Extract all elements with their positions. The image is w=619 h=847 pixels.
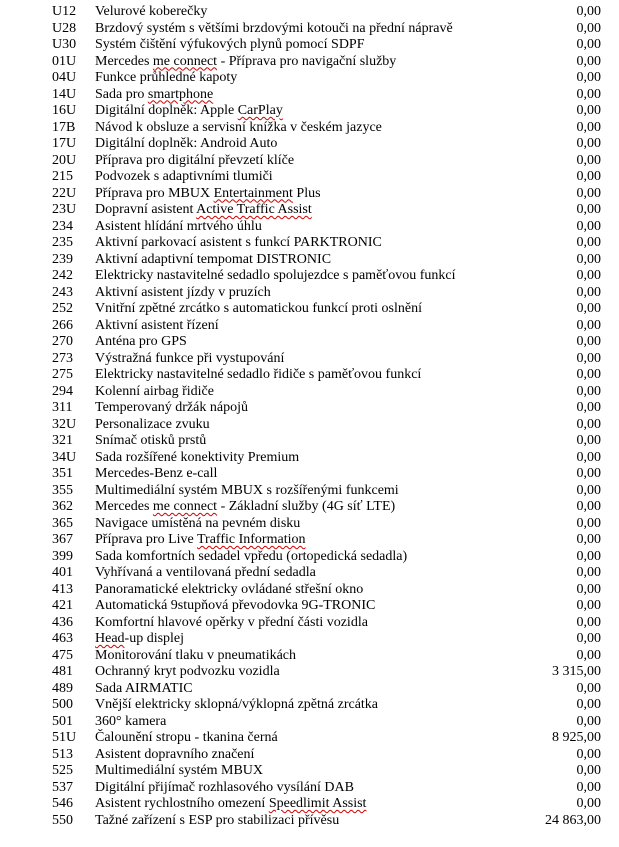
equipment-row: [0, 796, 619, 813]
equipment-row: [0, 268, 619, 285]
equipment-row: [0, 318, 619, 335]
option-code: 413: [52, 581, 73, 597]
equipment-row: [0, 334, 619, 351]
option-description: Snímač otisků prstů: [95, 433, 207, 448]
option-description: Vnitřní zpětné zrcátko s automatickou funkcí proti oslnění: [95, 301, 422, 316]
option-code: 239: [52, 251, 73, 267]
option-price: 0,00: [576, 235, 601, 250]
option-price: 8 925,00: [552, 730, 601, 745]
option-code: 351: [52, 466, 73, 481]
option-price: 0,00: [576, 119, 601, 135]
option-description: Aktivní asistent jízdy v pruzích: [95, 284, 271, 300]
option-description: Výstražná funkce při vystupování: [95, 350, 285, 366]
option-code: 235: [52, 235, 73, 250]
option-price: 0,00: [576, 779, 601, 795]
option-code: 252: [52, 301, 73, 316]
option-code: 401: [52, 565, 73, 580]
option-code: 242: [52, 268, 73, 283]
option-description: Multimediální systém MBUX s rozšířenými funkcemi: [95, 482, 399, 498]
option-code: 01U: [52, 53, 77, 69]
option-price: 0,00: [576, 383, 601, 399]
option-description: Aktivní parkovací asistent s funkcí PARKTRONIC: [95, 235, 382, 250]
option-code: 294: [52, 383, 73, 399]
option-price: 0,00: [576, 466, 601, 481]
option-price: 0,00: [576, 218, 601, 234]
option-code: 32U: [52, 416, 77, 432]
equipment-row: [0, 120, 619, 137]
option-code: 362: [52, 499, 73, 514]
equipment-row: [0, 450, 619, 467]
option-price: 0,00: [576, 103, 601, 118]
option-price: 0,00: [576, 565, 601, 580]
option-price: 0,00: [576, 37, 601, 52]
option-price: 0,00: [576, 532, 601, 547]
option-price: 0,00: [576, 515, 601, 531]
equipment-row: [0, 4, 619, 21]
option-description: Digitální přijímač rozhlasového vysílání DAB: [95, 779, 354, 795]
option-code: 463: [52, 631, 73, 646]
option-code: 550: [52, 812, 73, 828]
equipment-row: [0, 598, 619, 615]
option-description: Temperovaný držák nápojů: [95, 400, 248, 415]
equipment-row: [0, 219, 619, 236]
option-price: 0,00: [576, 367, 601, 382]
option-description: Čalounění stropu - tkanina černá: [95, 730, 278, 745]
option-description: Funkce průhledné kapoty: [95, 70, 238, 85]
option-description: Personalizace zvuku: [95, 416, 210, 432]
option-description: Navigace umístěná na pevném disku: [95, 515, 301, 531]
option-price: 0,00: [576, 152, 601, 168]
option-price: 0,00: [576, 334, 601, 349]
option-price: 0,00: [576, 284, 601, 300]
equipment-row: [0, 285, 619, 302]
equipment-row: [0, 615, 619, 632]
option-price: 0,00: [576, 53, 601, 69]
option-price: 0,00: [576, 70, 601, 85]
option-code: 367: [52, 532, 73, 547]
equipment-row: [0, 697, 619, 714]
option-code: 475: [52, 647, 73, 663]
option-price: 0,00: [576, 202, 601, 217]
option-code: 14U: [52, 86, 77, 102]
option-price: 3 315,00: [552, 664, 601, 679]
equipment-row: [0, 153, 619, 170]
option-description: Příprava pro MBUX Entertainment Plus: [95, 185, 321, 201]
option-price: 0,00: [576, 482, 601, 498]
equipment-row: [0, 417, 619, 434]
option-description: Mercedes me connect - Příprava pro navigační služby: [95, 53, 397, 69]
option-code: 23U: [52, 202, 77, 217]
option-description: Ochranný kryt podvozku vozidla: [95, 664, 280, 679]
option-description: Elektricky nastavitelné sedadlo spolujezdce s paměťovou funkcí: [95, 268, 456, 283]
equipment-row: [0, 747, 619, 764]
option-price: 0,00: [576, 499, 601, 514]
equipment-row: [0, 648, 619, 665]
equipment-row: [0, 516, 619, 533]
option-code: 500: [52, 697, 73, 712]
option-code: 266: [52, 317, 73, 333]
option-price: 0,00: [576, 581, 601, 597]
option-description: Velurové koberečky: [95, 4, 208, 19]
option-description: Příprava pro digitální převzetí klíče: [95, 152, 295, 168]
option-code: 34U: [52, 449, 77, 465]
equipment-list: [0, 4, 619, 829]
equipment-row: [0, 103, 619, 120]
option-price: 0,00: [576, 697, 601, 712]
option-description: Sada pro smartphone: [95, 86, 214, 102]
equipment-row: [0, 549, 619, 566]
option-code: 275: [52, 367, 73, 382]
equipment-row: [0, 565, 619, 582]
option-code: 17U: [52, 136, 77, 151]
option-code: U30: [52, 37, 77, 52]
option-code: 436: [52, 614, 73, 630]
equipment-row: [0, 367, 619, 384]
option-price: 0,00: [576, 4, 601, 19]
option-code: 270: [52, 334, 73, 349]
equipment-row: [0, 301, 619, 318]
option-price: 0,00: [576, 680, 601, 696]
option-code: 525: [52, 763, 73, 778]
equipment-row: [0, 136, 619, 153]
equipment-row: [0, 631, 619, 648]
equipment-row: [0, 202, 619, 219]
equipment-row: [0, 37, 619, 54]
option-description: Asistent hlídání mrtvého úhlu: [95, 218, 262, 234]
option-description: Komfortní hlavové opěrky v přední části vozidla: [95, 614, 368, 630]
option-code: U12: [52, 4, 77, 19]
option-description: Sada AIRMATIC: [95, 680, 193, 696]
option-description: Sada komfortních sedadel vpředu (ortopedická sedadla): [95, 548, 408, 564]
option-code: 17B: [52, 119, 76, 135]
equipment-row: [0, 21, 619, 38]
equipment-row: [0, 351, 619, 368]
option-price: 24 863,00: [545, 812, 601, 828]
option-code: 51U: [52, 730, 77, 745]
equipment-row: [0, 714, 619, 731]
option-price: 0,00: [576, 713, 601, 729]
option-description: Anténa pro GPS: [95, 334, 187, 349]
option-code: 399: [52, 548, 73, 564]
option-code: 243: [52, 284, 73, 300]
option-code: 04U: [52, 70, 77, 85]
option-code: 489: [52, 680, 73, 696]
equipment-row: [0, 384, 619, 401]
option-price: 0,00: [576, 185, 601, 201]
equipment-row: [0, 483, 619, 500]
option-price: 0,00: [576, 350, 601, 366]
option-price: 0,00: [576, 449, 601, 465]
option-code: 22U: [52, 185, 77, 201]
option-description: Head-up displej: [95, 631, 185, 646]
option-description: Multimediální systém MBUX: [95, 763, 263, 778]
option-code: 16U: [52, 103, 77, 118]
option-description: Vnější elektricky sklopná/výklopná zpětná zrcátka: [95, 697, 379, 712]
option-code: 311: [52, 400, 73, 415]
option-description: 360° kamera: [95, 713, 167, 729]
option-description: Mercedes me connect - Základní služby (4G síť LTE): [95, 499, 396, 514]
option-price: 0,00: [576, 301, 601, 316]
option-code: 20U: [52, 152, 77, 168]
option-description: Mercedes-Benz e-call: [95, 466, 218, 481]
option-code: 273: [52, 350, 73, 366]
option-price: 0,00: [576, 136, 601, 151]
option-code: 501: [52, 713, 73, 729]
option-description: Tažné zařízení s ESP pro stabilizaci přívěsu: [95, 812, 340, 828]
option-price: 0,00: [576, 548, 601, 564]
equipment-row: [0, 169, 619, 186]
option-description: Brzdový systém s většími brzdovými kotouči na přední nápravě: [95, 20, 453, 36]
option-description: Aktivní asistent řízení: [95, 317, 219, 333]
equipment-row: [0, 400, 619, 417]
option-description: Aktivní adaptivní tempomat DISTRONIC: [95, 251, 332, 267]
option-price: 0,00: [576, 86, 601, 102]
option-description: Monitorování tlaku v pneumatikách: [95, 647, 297, 663]
option-code: 513: [52, 746, 73, 762]
equipment-row: [0, 730, 619, 747]
option-description: Kolenní airbag řidiče: [95, 383, 214, 399]
equipment-row: [0, 70, 619, 87]
equipment-row: [0, 582, 619, 599]
option-code: 215: [52, 169, 73, 184]
option-description: Vyhřívaná a ventilovaná přední sedadla: [95, 565, 316, 580]
equipment-row: [0, 54, 619, 71]
option-code: U28: [52, 20, 77, 36]
equipment-row: [0, 681, 619, 698]
equipment-row: [0, 813, 619, 830]
equipment-row: [0, 532, 619, 549]
equipment-row: [0, 780, 619, 797]
option-price: 0,00: [576, 631, 601, 646]
option-price: 0,00: [576, 416, 601, 432]
option-price: 0,00: [576, 647, 601, 663]
option-code: 365: [52, 515, 73, 531]
option-code: 546: [52, 796, 73, 811]
option-price: 0,00: [576, 433, 601, 448]
option-price: 0,00: [576, 400, 601, 415]
equipment-row: [0, 763, 619, 780]
equipment-row: [0, 87, 619, 104]
option-price: 0,00: [576, 317, 601, 333]
option-description: Automatická 9stupňová převodovka 9G-TRONIC: [95, 598, 376, 613]
option-description: Elektricky nastavitelné sedadlo řidiče s paměťovou funkcí: [95, 367, 422, 382]
option-description: Panoramatické elektricky ovládané střešní okno: [95, 581, 364, 597]
option-price: 0,00: [576, 20, 601, 36]
option-description: Systém čištění výfukových plynů pomocí SDPF: [95, 37, 365, 52]
option-description: Návod k obsluze a servisní knížka v českém jazyce: [95, 119, 382, 135]
option-description: Asistent dopravního značení: [95, 746, 255, 762]
option-price: 0,00: [576, 251, 601, 267]
option-code: 234: [52, 218, 73, 234]
option-description: Příprava pro Live Traffic Information: [95, 532, 306, 547]
option-code: 321: [52, 433, 73, 448]
equipment-row: [0, 252, 619, 269]
option-description: Sada rozšířené konektivity Premium: [95, 449, 300, 465]
option-price: 0,00: [576, 169, 601, 184]
option-description: Podvozek s adaptivními tlumiči: [95, 169, 273, 184]
option-code: 421: [52, 598, 73, 613]
option-price: 0,00: [576, 614, 601, 630]
option-code: 481: [52, 664, 73, 679]
equipment-row: [0, 235, 619, 252]
option-price: 0,00: [576, 598, 601, 613]
option-price: 0,00: [576, 746, 601, 762]
option-price: 0,00: [576, 796, 601, 811]
option-description: Asistent rychlostního omezení Speedlimit Assist: [95, 796, 367, 811]
option-price: 0,00: [576, 763, 601, 778]
option-price: 0,00: [576, 268, 601, 283]
option-code: 537: [52, 779, 73, 795]
equipment-row: [0, 664, 619, 681]
option-description: Digitální doplněk: Apple CarPlay: [95, 103, 283, 118]
equipment-row: [0, 499, 619, 516]
option-description: Digitální doplněk: Android Auto: [95, 136, 278, 151]
equipment-row: [0, 186, 619, 203]
equipment-row: [0, 466, 619, 483]
option-description: Dopravní asistent Active Traffic Assist: [95, 202, 312, 217]
option-code: 355: [52, 482, 73, 498]
equipment-row: [0, 433, 619, 450]
